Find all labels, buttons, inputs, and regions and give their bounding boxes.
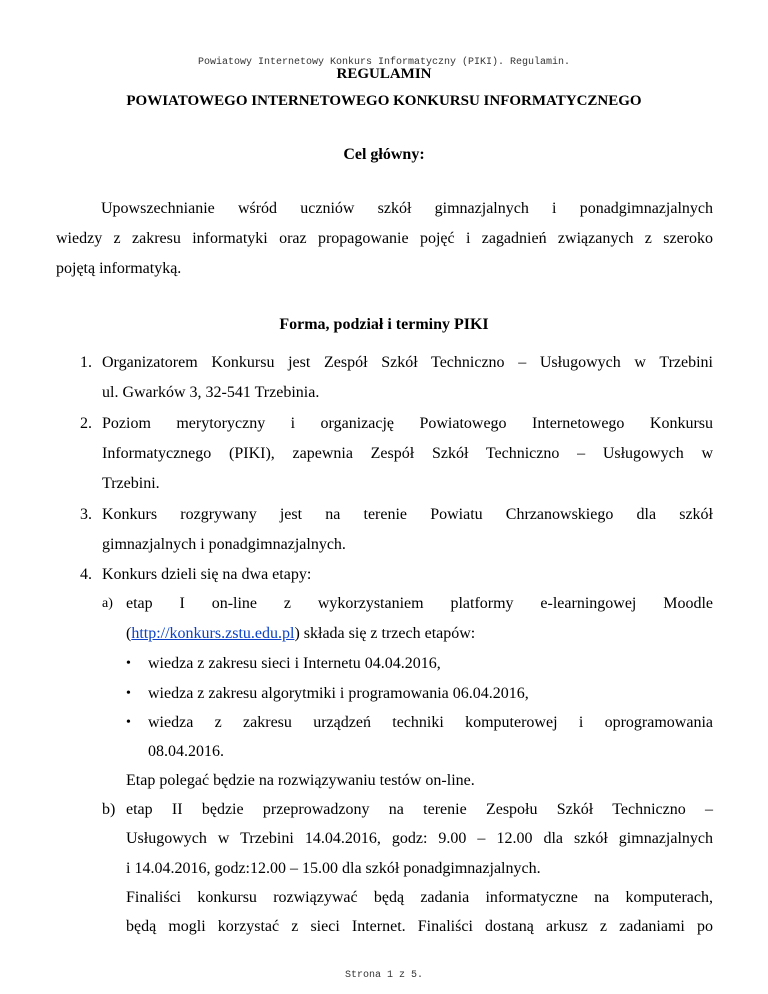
section-heading-goal: Cel główny: bbox=[343, 146, 425, 163]
link-rest-text: ) składa się z trzech etapów: bbox=[294, 625, 476, 642]
sublist-label: a) bbox=[102, 596, 113, 611]
goal-paragraph-line: Upowszechnianie wśród uczniów szkół gimnazjalnych i ponadgimnazjalnych bbox=[101, 200, 713, 217]
bullet-text: wiedza z zakresu sieci i Internetu 04.04.2016, bbox=[148, 655, 441, 672]
sublist-item-text: i 14.04.2016, godz:12.00 – 15.00 dla szkół ponadgimnazjalnych. bbox=[126, 860, 541, 877]
sublist-item-text: etap I on-line z wykorzystaniem platformy e-learningowej Moodle bbox=[126, 595, 713, 612]
sublist-item-text: będą mogli korzystać z sieci Internet. Finaliści dostaną arkusz z zadaniami po bbox=[126, 918, 713, 935]
konkurs-link[interactable]: http://konkurs.zstu.edu.pl bbox=[131, 625, 295, 642]
list-item-text: Konkurs dzieli się na dwa etapy: bbox=[102, 566, 312, 583]
list-item-text: Organizatorem Konkursu jest Zespół Szkół Techniczno – Usługowych w Trzebini bbox=[102, 354, 713, 371]
sublist-item-text: Finaliści konkursu rozwiązywać będą zadania informatyczne na komputerach, bbox=[126, 889, 713, 906]
bullet-icon: • bbox=[126, 715, 131, 730]
section-heading-form: Forma, podział i terminy PIKI bbox=[279, 316, 489, 333]
bullet-icon: • bbox=[126, 686, 131, 701]
document-title: REGULAMIN bbox=[336, 66, 432, 82]
sublist-item-text: etap II będzie przeprowadzony na terenie Zespołu Szkół Techniczno – bbox=[126, 801, 713, 818]
page-header: Powiatowy Internetowy Konkurs Informatyczny (PIKI). Regulamin. bbox=[197, 57, 571, 68]
sublist-item-text bbox=[126, 624, 475, 644]
goal-paragraph-line: wiedzy z zakresu informatyki oraz propagowanie pojęć i zagadnień związanych z szeroko bbox=[56, 230, 713, 247]
list-number: 3. bbox=[80, 506, 92, 523]
list-number: 2. bbox=[80, 415, 92, 432]
bullet-text: wiedza z zakresu algorytmiki i programowania 06.04.2016, bbox=[148, 685, 529, 702]
goal-paragraph-line: pojętą informatyką. bbox=[56, 260, 182, 277]
sublist-item-text: Usługowych w Trzebini 14.04.2016, godz: 9.00 – 12.00 dla szkół gimnazjalnych bbox=[126, 830, 713, 847]
list-number: 1. bbox=[80, 354, 92, 371]
list-item-text: Trzebini. bbox=[102, 475, 160, 492]
bullet-text-continued: 08.04.2016. bbox=[148, 743, 224, 760]
page-footer: Strona 1 z 5. bbox=[344, 970, 423, 981]
document-subtitle: POWIATOWEGO INTERNETOWEGO KONKURSU INFORMATYCZNEGO bbox=[126, 93, 642, 109]
list-item-text: Konkurs rozgrywany jest na terenie Powiatu Chrzanowskiego dla szkół bbox=[102, 506, 713, 523]
list-item-text: ul. Gwarków 3, 32-541 Trzebinia. bbox=[102, 384, 320, 401]
list-item-text: Poziom merytoryczny i organizację Powiatowego Internetowego Konkursu bbox=[102, 415, 713, 432]
bullet-text: wiedza z zakresu urządzeń techniki komputerowej i oprogramowania bbox=[148, 714, 713, 731]
sublist-label: b) bbox=[102, 801, 116, 818]
stage-note: Etap polegać będzie na rozwiązywaniu testów on-line. bbox=[126, 772, 475, 789]
bullet-icon: • bbox=[126, 656, 131, 671]
list-item-text: gimnazjalnych i ponadgimnazjalnych. bbox=[102, 536, 346, 553]
list-item-text: Informatycznego (PIKI), zapewnia Zespół Szkół Techniczno – Usługowych w bbox=[102, 445, 713, 462]
list-number: 4. bbox=[80, 566, 92, 583]
link-paren: ( bbox=[126, 625, 132, 642]
